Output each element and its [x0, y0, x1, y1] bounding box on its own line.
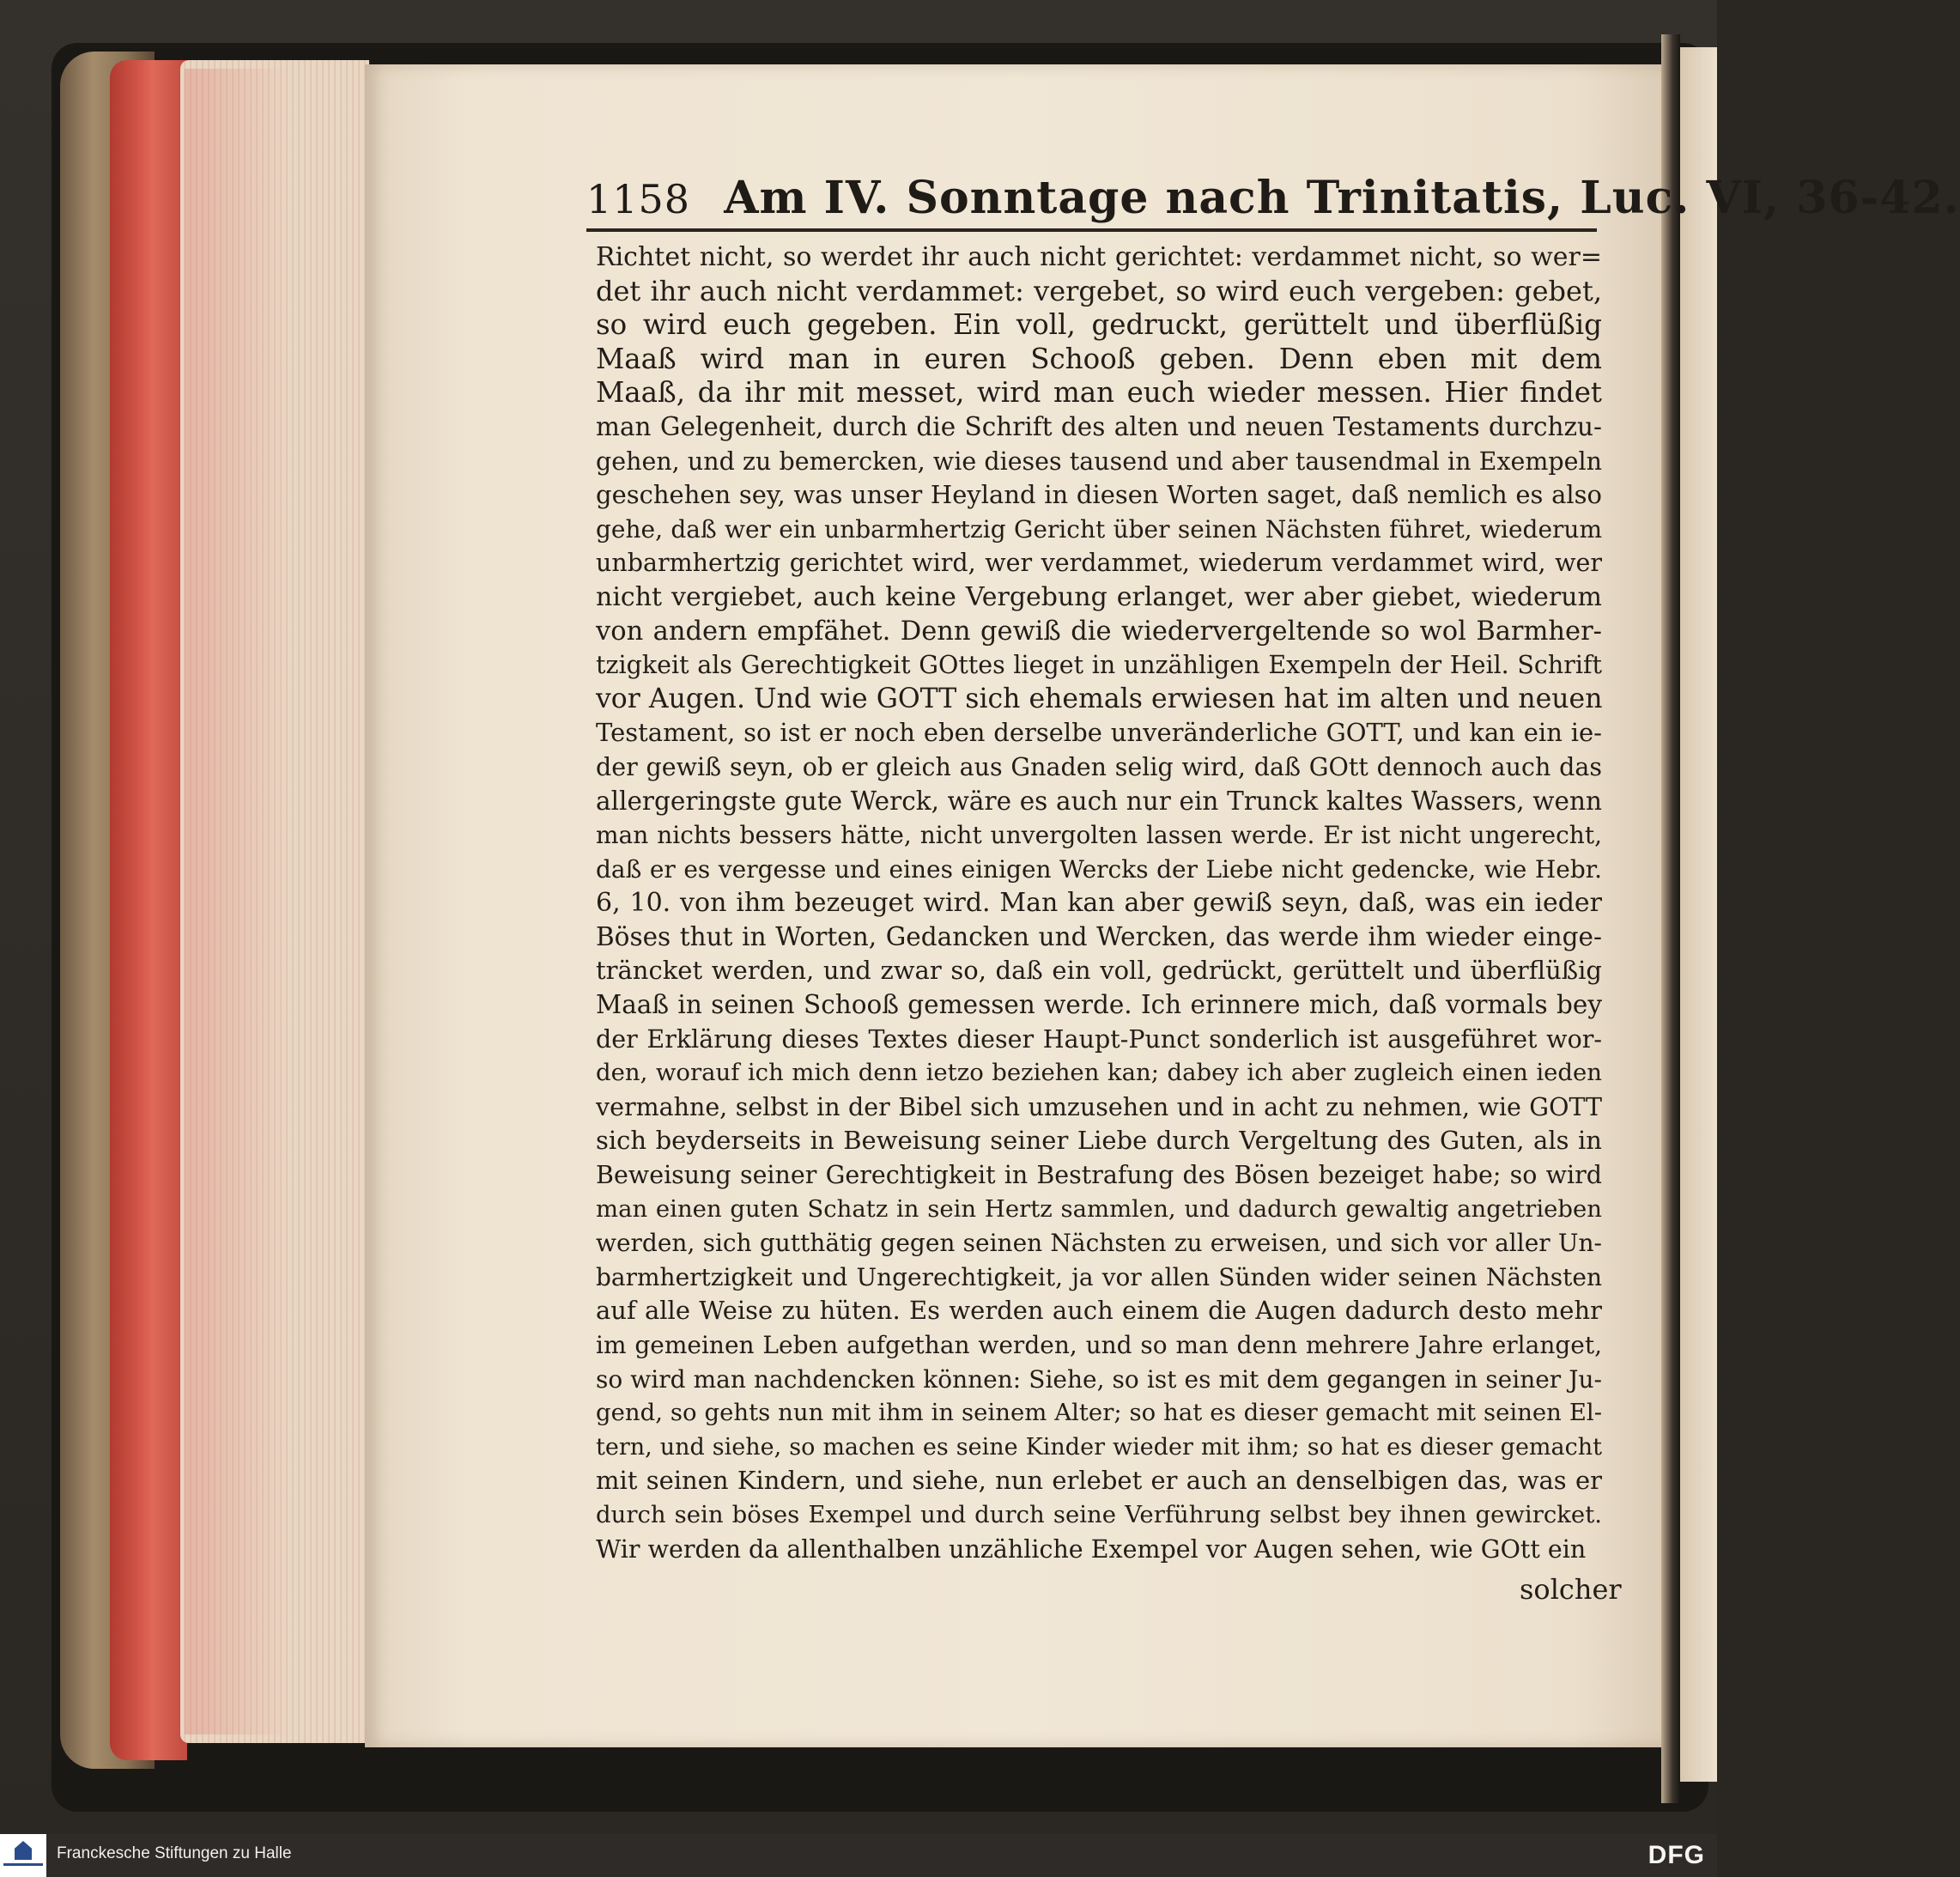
text-line: der Erklärung dieses Textes dieser Haupt-Punct sonderlich ist ausgeführet wor- — [596, 1024, 1602, 1054]
viewer-footer — [0, 1834, 1717, 1877]
right-page-fragment — [1680, 47, 1717, 1782]
page-number: 1158 — [586, 176, 691, 222]
text-line: man nichts bessers hätte, nicht unvergolten lassen werde. Er ist nicht ungerecht, — [596, 821, 1602, 850]
text-line: tern, und siehe, so machen es seine Kinder wieder mit ihm; so hat es dieser gemacht — [596, 1433, 1602, 1461]
right-page-letter-fragments — [1698, 369, 1717, 455]
text-line: der gewiß seyn, ob er gleich aus Gnaden selig wird, daß GOtt dennoch auch das — [596, 752, 1602, 781]
page-edge-tint — [185, 69, 288, 1734]
text-line: Böses thut in Worten, Gedancken und Wercken, das werde ihm wieder einge- — [596, 921, 1602, 951]
text-line: 6, 10. von ihm bezeuget wird. Man kan aber gewiß seyn, daß, was ein ieder — [596, 888, 1602, 919]
building-icon — [15, 1841, 32, 1860]
text-line: gehe, daß wer ein unbarmhertzig Gericht über seinen Nächsten führet, wiederum — [596, 514, 1602, 544]
text-line: auf alle Weise zu hüten. Es werden auch einem die Augen dadurch desto mehr — [596, 1296, 1602, 1326]
institution-logo[interactable] — [0, 1834, 46, 1877]
text-line: vor Augen. Und wie GOTT sich ehemals erwiesen hat im alten und neuen — [596, 683, 1603, 714]
text-line: gend, so gehts nun mit ihm in seinem Alter; so hat es dieser gemacht mit seinen El- — [596, 1399, 1602, 1427]
dfg-logo[interactable]: DFG — [1647, 1841, 1705, 1869]
text-line: Maaß in seinen Schooß gemessen werde. Ich erinnere mich, daß vormals bey — [596, 990, 1602, 1020]
text-line: tzigkeit als Gerechtigkeit GOttes lieget in unzähligen Exempeln der Heil. Schrift — [596, 651, 1602, 680]
header-title: Am IV. Sonntage nach Trinitatis, Luc. VI, 36-42. — [724, 172, 1960, 224]
text-line: den, worauf ich mich denn ietzo beziehen kan; dabey ich aber zugleich einen ieden — [596, 1059, 1602, 1087]
text-line: Wir werden da allenthalben unzähliche Exempel vor Augen sehen, wie GOtt ein — [596, 1534, 1587, 1564]
text-line: so wird euch gegeben. Ein voll, gedruckt, gerüttelt und überflüßig — [596, 308, 1602, 342]
text-line: im gemeinen Leben aufgethan werden, und so man denn mehrere Jahre erlanget, — [596, 1331, 1602, 1359]
text-line: sich beyderseits in Beweisung seiner Liebe durch Vergeltung des Guten, als in — [596, 1126, 1602, 1156]
text-line: Beweisung seiner Gerechtigkeit in Bestrafung des Bösen bezeiget habe; so wird — [596, 1161, 1602, 1190]
text-line: Richtet nicht, so werdet ihr auch nicht gerichtet: verdammet nicht, so wer= — [596, 242, 1602, 272]
book-gutter — [1661, 34, 1680, 1803]
text-line: vermahne, selbst in der Bibel sich umzusehen und in acht zu nehmen, wie GOTT — [596, 1092, 1602, 1121]
text-line: Maaß, da ihr mit messet, wird man euch wieder messen. Hier findet — [596, 376, 1602, 410]
text-line: daß er es vergesse und eines einigen Wercks der Liebe nicht gedencke, wie Hebr. — [596, 854, 1602, 884]
text-line: werden, sich gutthätig gegen seinen Nächsten zu erweisen, und sich vor aller Un- — [596, 1229, 1602, 1258]
text-line: nicht vergiebet, auch keine Vergebung erlanget, wer aber giebet, wiederum — [596, 581, 1602, 612]
running-header — [586, 172, 1960, 232]
logo-underline — [3, 1863, 43, 1866]
header-rule — [586, 228, 1597, 232]
text-line: von andern empfähet. Denn gewiß die wiedervergeltende so wol Barmher- — [596, 616, 1602, 647]
body-text — [596, 240, 1602, 1566]
text-line: Maaß wird man in euren Schooß geben. Denn eben mit dem — [596, 342, 1602, 375]
text-line: träncket werden, und zwar so, daß ein voll, gedrückt, gerüttelt und überflüßig — [596, 956, 1602, 986]
text-line: allergeringste gute Werck, wäre es auch nur ein Trunck kaltes Wassers, wenn — [596, 786, 1602, 816]
text-line: barmhertzigkeit und Ungerechtigkeit, ja vor allen Sünden wider seinen Nächsten — [596, 1262, 1602, 1291]
institution-name[interactable]: Franckesche Stiftungen zu Halle — [57, 1844, 292, 1862]
text-line: durch sein böses Exempel und durch seine Verführung selbst bey ihnen gewircket. — [596, 1500, 1602, 1528]
text-line: so wird man nachdencken können: Siehe, so ist es mit dem gegangen in seiner Ju- — [596, 1364, 1602, 1394]
text-line: mit seinen Kindern, und siehe, nun erlebet er auch an denselbigen das, was er — [596, 1466, 1602, 1496]
text-line: man Gelegenheit, durch die Schrift des alten und neuen Testaments durchzu- — [596, 411, 1602, 441]
text-line: geschehen sey, was unser Heyland in diesen Worten saget, daß nemlich es also — [596, 480, 1602, 510]
red-page-edge — [110, 60, 187, 1760]
text-line: man einen guten Schatz in sein Hertz sammlen, und dadurch gewaltig angetrieben — [596, 1194, 1602, 1223]
text-line: gehen, und zu bemercken, wie dieses tausend und aber tausendmal in Exempeln — [596, 446, 1602, 476]
text-line: Testament, so ist er noch eben derselbe unveränderliche GOTT, und kan ein ie- — [596, 718, 1602, 748]
text-line: det ihr auch nicht verdammet: vergebet, so wird euch vergeben: gebet, — [596, 274, 1602, 307]
catchword: solcher — [1520, 1573, 1622, 1606]
text-line: unbarmhertzig gerichtet wird, wer verdammet, wiederum verdammet wird, wer — [596, 549, 1602, 578]
